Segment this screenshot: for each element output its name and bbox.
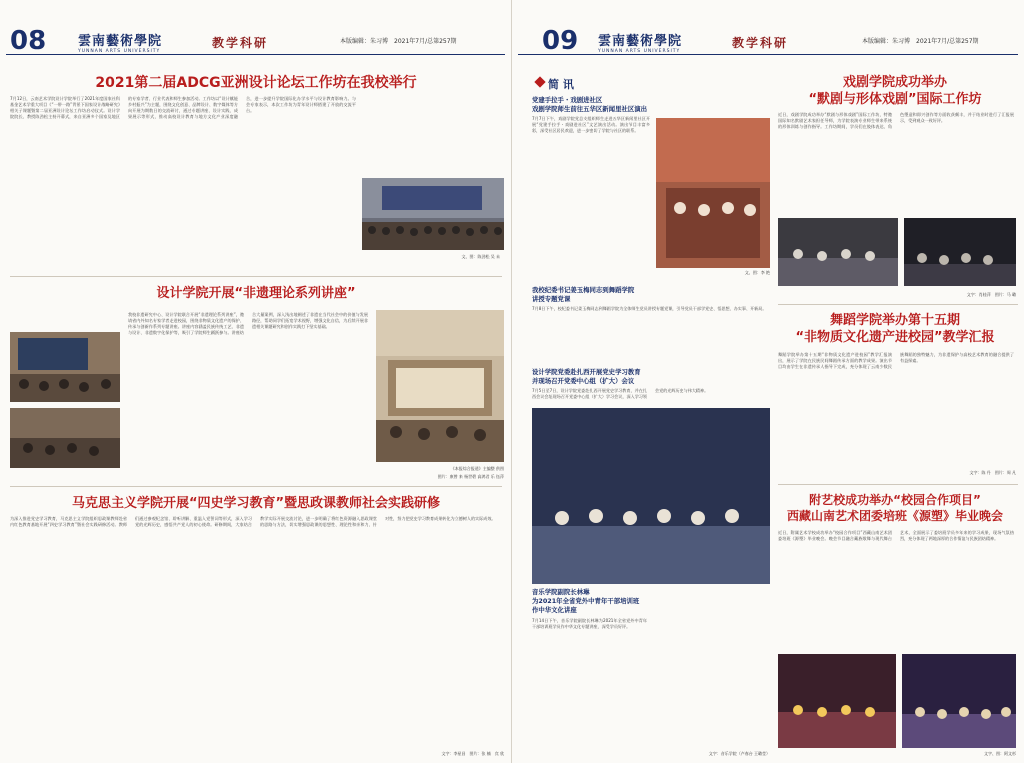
mime-photo-2-image: [904, 218, 1016, 286]
lecture-photo-1-image: [10, 332, 120, 402]
article-body-adcg: 7月12日，云南艺术学院设计学院举行了2021年度国家社科基金艺术学重大项目《“一带一路”背景下国家设计战略研究》相关子课题暨第二届亚洲设计论坛工作坊启动仪式。设计学院院长、教授陈劲松主持开幕式，来自亚洲多个国家及地区的专家学者、行业代表和师生参加活动。工作坊以“设计赋能乡村振兴”为主题，围绕文化创意、品牌设计、数字媒体等方向开展为期数日的交流研讨，通过专题讲座、设计实践、成果展示等形式，推动高校设计教育与地方文化产业深度融合，进一步提升学院国际化办学水平与设计教育影响力。与会专家表示，本次工作坊为青年设计师搭建了开放的交流平台。: [10, 96, 356, 120]
article-title-mime: 戏剧学院成功举办 “默剧与形体戏剧”国际工作坊: [808, 75, 982, 107]
caption-intangible-photos: 图片：康曾 来 杨世碧 高鸿君 乐 钰萍: [437, 474, 504, 479]
caption-adcg: 文、图：陈劲松 吴 未: [461, 254, 500, 259]
caption-dance: 文字：陈 丹 图片：周 凡: [969, 470, 1016, 475]
article-title-adcg: 2021第二届ADCG亚洲设计论坛工作坊在我校举行: [95, 75, 417, 91]
page-number: 08: [10, 26, 47, 56]
lecture-photo-1: [10, 332, 120, 402]
brief-body-2: 7月8日下午，校纪委书记姜玉梅同志到舞蹈学院为全体师生党员讲授专题党课，引导党员干部学党史、悟思想、办实事、开新局。: [532, 306, 767, 311]
article-body-intangible: 我校非遗研究中心、设计学院联合开展“非遗理论系列讲座”，邀请省内外知名专家学者走进校园，围绕非物质文化遗产的保护、传承与创新作系列专题讲座。讲座内容涵盖民族传统工艺、非遗与设计、非遗数字化保护等，吸引了学院师生踊跃参与。讲座结合大量案例，深入浅出地阐述了非遗在当代社会中的价值与发展路径，帮助同学们拓宽学术视野，增强文化自信，为后续开展非遗相关课题研究和创作实践打下坚实基础。: [128, 312, 368, 336]
lecture-photo-3: [376, 310, 504, 462]
brief-title-4: 音乐学院副院长林琳 为2021年全省党外中青年干部培训班 作中华文化讲座: [532, 588, 640, 614]
mime-photo-1-image: [778, 218, 898, 286]
section-title: 教学科研: [732, 36, 789, 50]
mime-photo-2: [904, 218, 1016, 286]
brief-body-1: 7月7日下午，戏剧学院党总支组织师生走进五华区新闻里社区开展“党建手拉手・戏剧进社区”文艺演出活动。演出节目丰富多彩，深受社区居民欢迎，进一步密切了学院与社区的联系。: [532, 116, 650, 134]
caption-four-history: 文字：李星昌 图片：张 楠 宾 欣: [441, 751, 504, 756]
dance-photo: [532, 408, 770, 584]
article-title-tibet: 附艺校成功举办“校园合作项目” 西藏山南艺术团委培班《源塑》毕业晚会: [786, 493, 1003, 523]
page-number: 09: [542, 26, 579, 56]
brief-title-2: 我校纪委书记姜玉梅同志到舞蹈学院 讲授专题党课: [532, 286, 635, 303]
brief-body-4: 7月14日下午，音乐学院副院长林琳为2021年全省党外中青年干部培训班学员作中华文化专题讲座，深受学员好评。: [532, 618, 647, 630]
issue-meta: 本版编辑：朱习博 2021年7月/总第257期: [862, 38, 979, 45]
forum-photo-image: [362, 178, 504, 250]
brief-title-1: 党建手拉手・戏剧进社区 戏剧学院师生前往五华区新闻里社区演出: [532, 96, 648, 113]
article-title-dance: 舞蹈学院举办第十五期 “非物质文化遗产进校园”教学汇报: [795, 313, 995, 345]
article-body-dance: 舞蹈学院举办第十五期“非物质文化遗产进校园”教学汇报演出，展示了学院在民族民间舞蹈传承方面的教学成果。演出节目均由学生在非遗传承人指导下完成，充分体现了云南少数民族舞蹈的独特魅力，为非遗保护与高校艺术教育的融合提供了有益探索。: [778, 352, 1014, 370]
briefs-marker-icon: [534, 76, 545, 87]
tibet-photo-2-image: [902, 654, 1016, 748]
logo-english: YUNNAN ARTS UNIVERSITY: [78, 49, 161, 54]
caption-intangible: 《本报综合报道》主编整 供图: [450, 466, 504, 471]
article-body-tibet: 近日，附属艺术学校成功举办“校园合作项目”西藏山南艺术团委培班《源塑》毕业晚会。晚会节目融合藏族歌舞与现代舞台艺术，全面展示了委培班学员多年来的学习成果，现场气氛热烈，充分体现了两地深厚的合作情谊与民族团结精神。: [778, 530, 1014, 542]
briefs-header: 简 讯: [548, 78, 574, 91]
caption-tibet: 文字、图：阿文杉: [984, 751, 1016, 756]
dance-photo-image: [532, 408, 770, 584]
article-title-four-history: 马克思主义学院开展“四史学习教育”暨思政课教师社会实践研修: [71, 496, 441, 511]
article-body-intangible-lead: [10, 312, 120, 330]
mime-photo-1: [778, 218, 898, 286]
article-body-mime: 近日，戏剧学院成功举办“默剧与形体戏剧”国际工作坊，特邀国际知名默剧艺术家担任导师，为学院表演专业师生带来系统的形体训练与创作指导。工作坊期间，学员们在肢体表达、角色塑造和即兴创作等方面收获颇丰，并于结业时进行了汇报展示，受到观众一致好评。: [778, 112, 1014, 130]
university-logo: [78, 30, 162, 54]
logo-english: YUNNAN ARTS UNIVERSITY: [598, 49, 681, 54]
article-title-intangible: 设计学院开展“非遗理论系列讲座”: [156, 286, 356, 301]
lecture-photo-3-image: [376, 310, 504, 462]
page-header: [0, 20, 511, 58]
caption-brief-1: 文、图：李 艳: [744, 270, 770, 275]
issue-meta: 本版编辑：朱习博 2021年7月/总第257期: [340, 38, 457, 45]
lecture-photo-2-image: [10, 408, 120, 468]
tibet-photo-1-image: [778, 654, 896, 748]
brief-photo-community: [656, 118, 770, 268]
lecture-photo-2: [10, 408, 120, 468]
brief-photo-community-image: [656, 118, 770, 268]
university-logo: [598, 30, 682, 54]
forum-photo: [362, 178, 504, 250]
tibet-photo-1: [778, 654, 896, 748]
brief-body-3: 7月5日至7日，设计学院党委赴扎西开展党史学习教育，并在扎西会议会址现场召开党委中心组（扩大）学习会议，深入学习领会党的光辉历史与伟大精神。: [532, 388, 709, 400]
section-title: 教学科研: [212, 36, 269, 50]
tibet-photo-2: [902, 654, 1016, 748]
caption-mime: 文字：肖桂萍 图片：马 璐: [966, 292, 1016, 297]
article-body-four-history: 为深入推进党史学习教育，马克思主义学院组织思政课教师赴省内红色教育基地开展“四史学习教育”暨社会实践研修活动。教师们通过参观纪念馆、聆听讲解、重温入党誓词等形式，深入学习党的光辉历史，感悟共产党人的初心使命。研修期间，大家结合教学实际开展交流讨论，进一步明确了将红色资源融入思政课堂的思路与方法，切实增强思政课的思想性、理论性和亲和力、针对性，努力把党史学习教育成果转化为立德树人的实际成效。: [10, 516, 496, 528]
page-09: [512, 0, 1024, 763]
page-header: [512, 20, 1024, 58]
logo-text: 雲南藝術學院: [78, 34, 163, 49]
caption-briefs: 文字：音乐学院（卢春台 王璐莹）: [708, 751, 770, 756]
logo-text: 雲南藝術學院: [598, 34, 683, 49]
brief-title-3: 设计学院党委赴扎西开展党史学习教育 并现场召开党委中心组（扩大）会议: [532, 368, 641, 385]
